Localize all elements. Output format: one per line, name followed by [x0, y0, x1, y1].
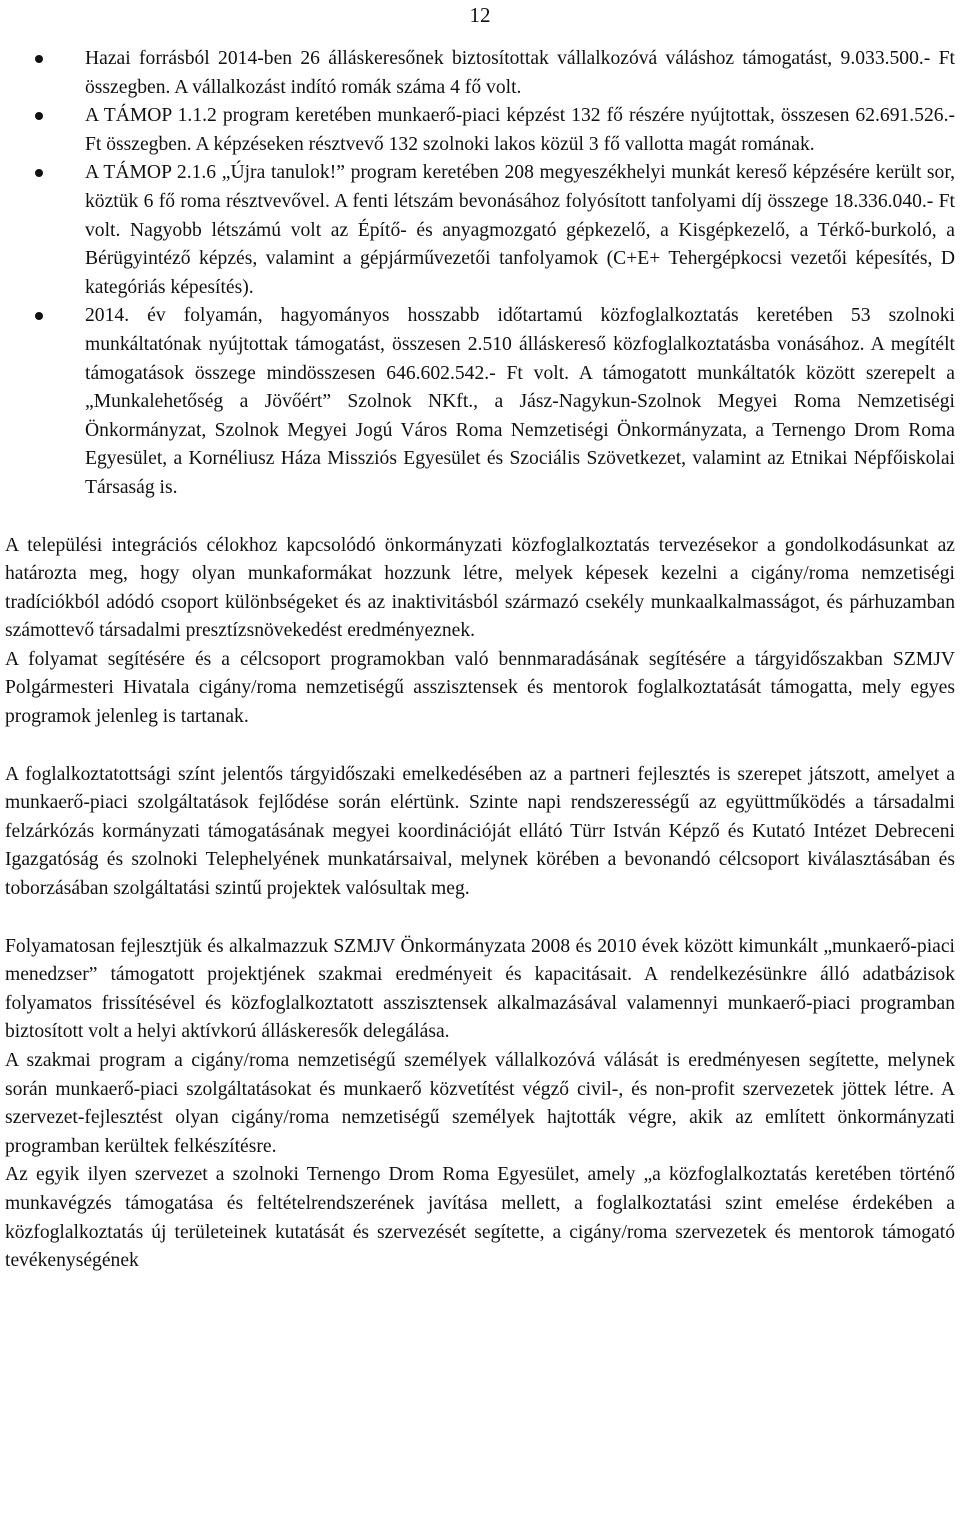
- bullet-item-self-employment: [5, 45, 955, 102]
- spacer: [5, 503, 955, 532]
- page-body: [5, 45, 955, 1276]
- paragraph-partner-development: A foglalkoztatottsági színt jelentős tárgyidőszaki emelkedésében az a partneri fejlesztés is szerepet játszott, amelyet a munkaerő-piaci szolgáltatások fejlődése során elértünk. Szinte napi rendszerességű az együttműködés a társadalmi felzárkózás kormányzati támogatásának megyei koordinációját ellátó Türr István Képző és Kutató Intézet Debreceni Igazgatóság és szolnoki Telephelyének munkatársaival, melynek körében a bevonandó célcsoport kiválasztásában és toborzásában szolgáltatási szintű projektek valósultak meg.: [5, 763, 955, 900]
- spacer: [5, 904, 955, 933]
- bullet-icon: [35, 112, 43, 120]
- bullet-item-tamop-216: [5, 159, 955, 302]
- spacer: [5, 732, 955, 761]
- bullet-item-public-employment: [5, 302, 955, 502]
- paragraph-assistants-mentors: A folyamat segítésére és a célcsoport programokban való bennmaradásának segítésére a tárgyidőszakban SZMJV Polgármesteri Hivatala cigány/roma nemzetiségű asszisztensek és mentorok foglalkoztatását támogatta, mely egyes programok jelenleg is tartanak.: [5, 648, 955, 728]
- paragraph-entrepreneurship: A szakmai program a cigány/roma nemzetiségű személyek vállalkozóvá válását is eredményesen segítette, melynek során munkaerő-piaci szolgáltatásokat és munkaerő közvetítést végző civil-, és non-profit szervezetek jöttek létre. A szervezet-fejlesztést olyan cigány/roma nemzetiségű személyek hajtották végre, akik az említett önkormányzati programban kerültek felkészítésre.: [5, 1050, 955, 1157]
- bullet-item-tamop-112: [5, 102, 955, 159]
- bullet-text: Hazai forrásból 2014-ben 26 álláskeresőnek biztosítottak vállalkozóvá váláshoz támogatást, 9.033.500.- Ft összegben. A vállalkozást indító romák száma 4 fő volt.: [85, 48, 955, 98]
- bullet-list: [5, 45, 955, 503]
- paragraph-ternengo-drom: Az egyik ilyen szervezet a szolnoki Ternengo Drom Roma Egyesület, amely „a közfoglalkoztatás keretében történő munkavégzés támogatása és feltételrendszerének javítása mellett, a foglalkoztatási szint emelése érdekében a közfoglalkoztatás új területeinek kutatását és szervezését segítette, a cigány/roma szervezetek és mentorok támogató tevékenységének: [5, 1164, 955, 1272]
- paragraph-labour-market-manager: Folyamatosan fejlesztjük és alkalmazzuk SZMJV Önkormányzata 2008 és 2010 évek között kimunkált „munkaerő-piaci menedzser” támogatott projektjének szakmai eredményeit és kapacitásait. A rendelkezésünkre álló adatbázisok folyamatos frissítésével és közfoglalkoztatott asszisztensek alkalmazásával valamennyi munkaerő-piaci programban biztosított volt a helyi aktívkorú álláskeresők delegálása.: [5, 935, 955, 1043]
- page-number: 12: [469, 3, 491, 27]
- bullet-icon: [35, 169, 43, 177]
- bullet-text: A TÁMOP 2.1.6 „Újra tanulok!” program keretében 208 megyeszékhelyi munkát kereső képzésére került sor, köztük 6 fő roma résztvevővel. A fenti létszám bevonásához folyósított tanfolyami díj összege 18.336.040.- Ft volt. Nagyobb létszámú volt az Építő- és anyagmozgató gépkezelő, a Kisgépkezelő, a Térkő-burkoló, a Bérügyintéző képzés, valamint a gépjárművezetői tanfolyamok (C+E+ Tehergépkocsi vezetői képesítés, D kategóriás képesítés).: [85, 162, 955, 298]
- bullet-icon: [35, 55, 43, 63]
- bullet-text: A TÁMOP 1.1.2 program keretében munkaerő-piaci képzést 132 fő részére nyújtottak, összesen 62.691.526.- Ft összegben. A képzéseken résztvevő 132 szolnoki lakos közül 3 fő vallotta magát romának.: [85, 105, 955, 155]
- bullet-icon: [35, 312, 43, 320]
- paragraph-integration-goals: A települési integrációs célokhoz kapcsolódó önkormányzati közfoglalkoztatás tervezésekor a gondolkodásunkat az határozta meg, hogy olyan munkaformákat hozzunk létre, melyek képesek kezelni a cigány/roma nemzetiségi tradíciókból adódó csoport különbségeket és az inaktivitásból származó csekély munkaalkalmasságot, és párhuzamban számottevő társadalmi presztízsnövekedést eredményeznek.: [5, 534, 955, 642]
- bullet-text: 2014. év folyamán, hagyományos hosszabb időtartamú közfoglalkoztatás keretében 53 szolnoki munkáltatónak nyújtottak támogatást, összesen 2.510 álláskereső közfoglalkoztatásba vonásához. A megítélt támogatások összege mindösszesen 646.602.542.- Ft volt. A támogatott munkáltatók között szerepelt a „Munkalehetőség a Jövőért” Szolnok NKft., a Jász-Nagykun-Szolnok Megyei Roma Nemzetiségi Önkormányzat, Szolnok Megyei Jogú Város Roma Nemzetiségi Önkormányzata, a Ternengo Drom Roma Egyesület, a Kornéliusz Háza Missziós Egyesület és Szociális Szövetkezet, valamint az Etnikai Népfőiskolai Társaság is.: [85, 305, 955, 498]
